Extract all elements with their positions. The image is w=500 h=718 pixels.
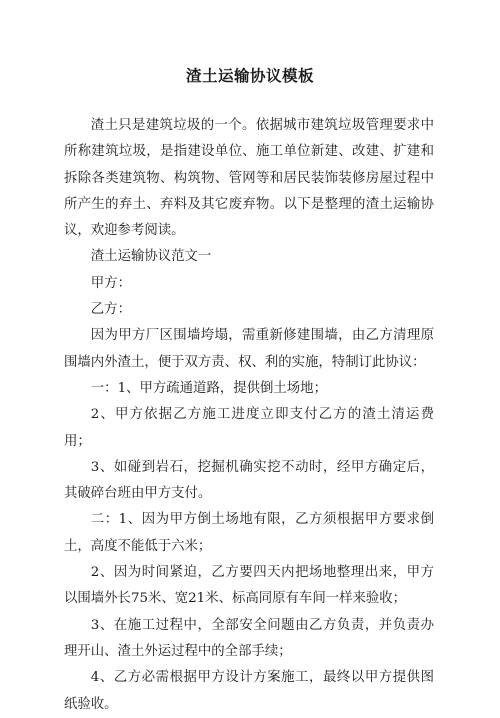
document-title: 渣土运输协议模板: [185, 66, 314, 85]
preamble-paragraph: 因为甲方厂区围墙垮塌，需重新修建围墙，由乙方清理原围墙内外渣土，便于双方责、权、利的实施，特制订此协议：: [64, 328, 434, 370]
clause-1-2: 2、甲方依据乙方施工进度立即支付乙方的渣土清运费用；: [64, 407, 434, 449]
clause-2-3: 3、在施工过程中，全部安全问题由乙方负责，并负责办理开山、渣土外运过程中的全部手续；: [64, 617, 434, 659]
clause-1-1: 一：1、甲方疏通道路，提供倒土场地；: [90, 380, 327, 396]
intro-paragraph: 渣土只是建筑垃圾的一个。依据城市建筑垃圾管理要求中所称建筑垃圾，是指建设单位、施工单位新建、改建、扩建和拆除各类建筑物、构筑物、管网等和居民装饰装修房屋过程中所产生的弃土、弃料及其它废弃物。以下是整理的渣土运输协议，欢迎参考阅读。: [64, 118, 434, 239]
party-b-line: 乙方：: [90, 302, 131, 318]
clause-1-3: 3、如碰到岩石，挖掘机确实挖不动时，经甲方确定后，其破碎台班由甲方支付。: [64, 459, 434, 502]
document-body: [64, 113, 434, 718]
clause-2-4: 4、乙方必需根据甲方设计方案施工，最终以甲方提供图纸验收。: [64, 670, 434, 712]
party-a-line: 甲方：: [90, 275, 131, 291]
clause-2-2: 2、因为时间紧迫，乙方要四天内把场地整理出来，甲方以围墙外长75米、宽21米、标高同原有车间一样来验收；: [64, 565, 434, 607]
clause-2-1: 二：1、因为甲方倒土场地有限，乙方须根据甲方要求倒土，高度不能低于六米；: [64, 512, 434, 554]
sample-heading: 渣土运输协议范文一: [90, 249, 212, 265]
